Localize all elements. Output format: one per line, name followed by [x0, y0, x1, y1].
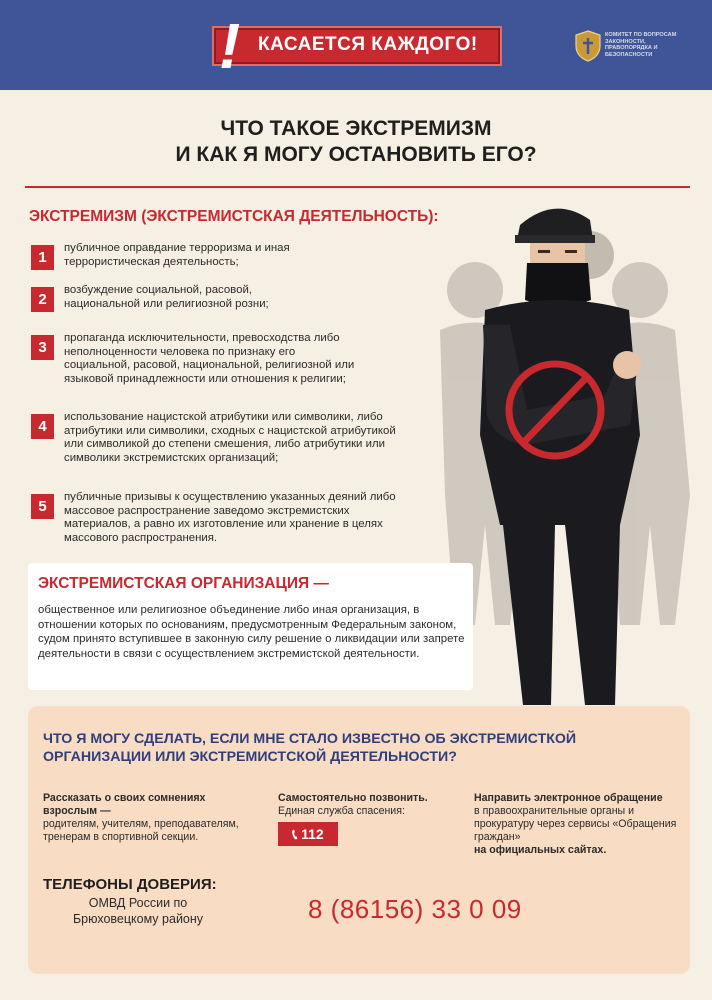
item-number: 2: [31, 287, 54, 312]
action-online-sites: на официальных сайтах.: [474, 844, 607, 856]
trust-phone-number[interactable]: 8 (86156) 33 0 09: [308, 894, 522, 924]
organization-heading: ЭКСТРЕМИСТСКАЯ ОРГАНИЗАЦИЯ —: [38, 575, 329, 592]
action-call-text: Единая служба спасения:: [278, 805, 405, 817]
item-number: 1: [31, 245, 54, 270]
item-text: использование нацистской атрибутики или символики, либо атрибутики или символики, сходных с нацистской атрибутикой или символикой до степени смешения, либо атрибутики или символики экстремистских организаций;: [64, 411, 396, 464]
action-call: [278, 792, 448, 818]
action-online-appeal: [474, 792, 684, 857]
item-text: возбуждение социальной, расовой, национальной или религиозной розни;: [64, 284, 269, 310]
actions-heading: ЧТО Я МОГУ СДЕЛАТЬ, ЕСЛИ МНЕ СТАЛО ИЗВЕСТНО ОБ ЭКСТРЕМИСТКОЙ ОРГАНИЗАЦИИ ИЛИ ЭКСТРЕМИСТСКОЙ ДЕЯТЕЛЬНОСТИ?: [43, 731, 577, 765]
trust-organization: ОМВД России по Брюховецкому району: [72, 896, 204, 926]
page-title: [0, 116, 712, 168]
header-badge-text: КАСАЕТСЯ КАЖДОГО!: [258, 34, 478, 55]
item-text: пропаганда исключительности, превосходства либо неполноценности человека по признаку его социальной, расовой, национальной, религиозной или языковой принадлежности или отношения к религии;: [64, 332, 355, 385]
title-line-1: ЧТО ТАКОЕ ЭКСТРЕМИЗМ: [220, 117, 492, 140]
organization-box: [28, 563, 473, 690]
action-call-title: Самостоятельно позвонить.: [278, 792, 428, 804]
item-text: публичные призывы к осуществлению указанных деяний либо массовое распространение заведомо экстремистских материалов, а равно их изготовление или хранение в целях массового распространения.: [64, 491, 396, 544]
item-number: 5: [31, 494, 54, 519]
action-online-text: в правоохранительные органы и прокуратуру через сервисы «Обращения граждан»: [474, 805, 677, 843]
shield-icon: [575, 30, 601, 62]
committee-logo: [575, 28, 690, 64]
organization-text: общественное или религиозное объединение либо иная организация, в отношении которых по основаниям, предусмотренным Федеральным законом, судом принято вступившее в законную силу решение о ликвидации или запрете деятельности в связи с осуществлением экстремистской деятельности.: [38, 604, 465, 660]
item-number: 4: [31, 414, 54, 439]
action-online-title: Направить электронное обращение: [474, 792, 663, 804]
header-bar: [0, 0, 712, 90]
action-tell-adults-title: Рассказать о своих сомнениях взрослым —: [43, 792, 206, 817]
phone-icon: 📞︎: [292, 826, 302, 842]
item-number: 3: [31, 335, 54, 360]
emergency-number: 112: [301, 826, 324, 842]
actions-panel: [28, 706, 690, 974]
item-text: публичное оправдание терроризма и иная террористическая деятельность;: [64, 242, 290, 268]
action-tell-adults: [43, 792, 243, 844]
title-divider: [25, 186, 690, 188]
extremism-heading: ЭКСТРЕМИЗМ (ЭКСТРЕМИСТСКАЯ ДЕЯТЕЛЬНОСТЬ):: [29, 208, 439, 225]
trust-phones-heading: ТЕЛЕФОНЫ ДОВЕРИЯ:: [43, 876, 217, 893]
committee-text: КОМИТЕТ ПО ВОПРОСАМ ЗАКОННОСТИ, ПРАВОПОРЯДКА И БЕЗОПАСНОСТИ: [605, 32, 677, 58]
exclamation-icon: !: [219, 10, 241, 82]
action-tell-adults-text: родителям, учителям, преподавателям, тренерам в спортивной секции.: [43, 818, 239, 843]
title-line-2: И КАК Я МОГУ ОСТАНОВИТЬ ЕГО?: [175, 143, 537, 166]
emergency-number-button[interactable]: [278, 822, 338, 846]
